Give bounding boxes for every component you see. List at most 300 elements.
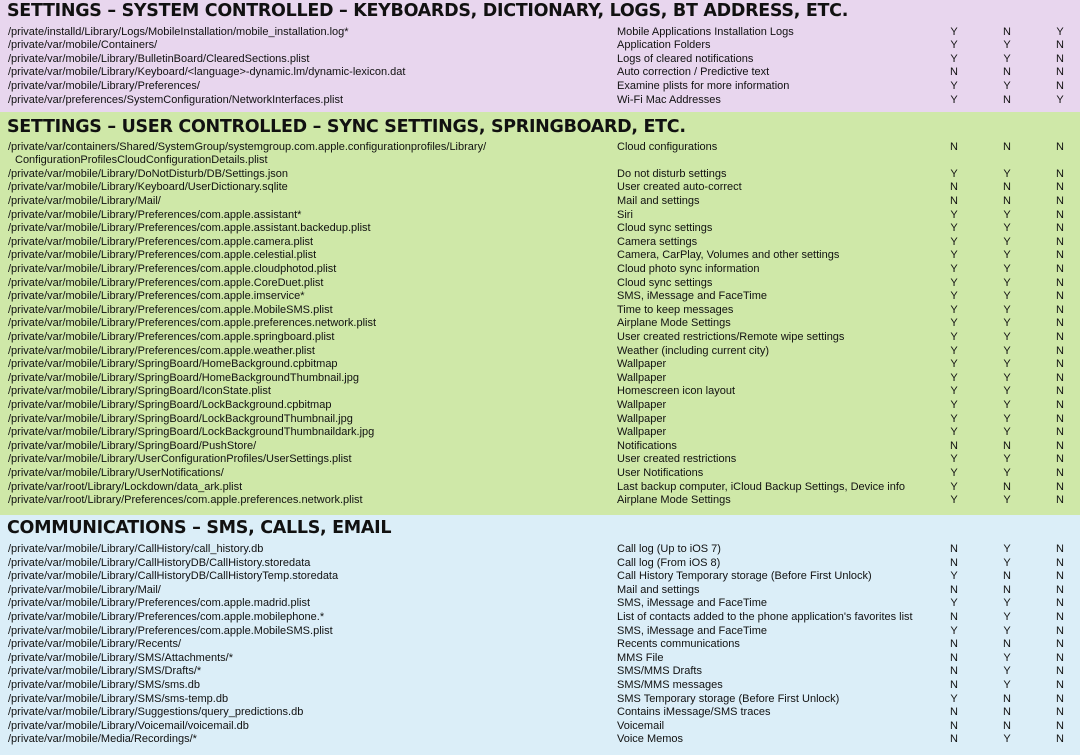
flag-col-2: Y: [1003, 208, 1011, 221]
artifact-description: SMS Temporary storage (Before First Unlock): [617, 692, 840, 705]
artifact-path-line: /private/installd/Library/Logs/MobileInstallation/mobile_installation.log*: [8, 25, 349, 38]
flag-col-2: N: [1003, 692, 1011, 705]
artifact-path-line: /private/var/mobile/Library/SpringBoard/LockBackground.cpbitmap: [8, 398, 332, 411]
flag-col-3: N: [1056, 719, 1064, 732]
artifact-path: [8, 66, 608, 80]
artifact-path: [8, 611, 608, 625]
artifact-path: [8, 80, 608, 94]
artifact-path: [8, 543, 608, 557]
artifact-description: Mail and settings: [617, 583, 700, 596]
flag-col-3: N: [1056, 194, 1064, 207]
flag-col-1: Y: [950, 25, 958, 38]
flag-col-3: N: [1056, 344, 1064, 357]
flag-col-1: Y: [950, 39, 958, 52]
artifact-path: [8, 720, 608, 734]
flag-col-2: Y: [1003, 426, 1011, 439]
flag-col-1: N: [950, 638, 958, 651]
flag-col-3: N: [1056, 39, 1064, 52]
artifact-path: [8, 693, 608, 707]
artifact-path-line: /private/var/mobile/Library/Preferences/com.apple.imservice*: [8, 290, 305, 303]
artifact-path-line: /private/var/mobile/Library/Preferences/com.apple.springboard.plist: [8, 330, 335, 343]
artifact-description: User created auto-correct: [617, 181, 742, 194]
flag-col-1: Y: [950, 480, 958, 493]
artifact-path-line: /private/var/mobile/Library/CallHistoryDB/CallHistory.storedata: [8, 556, 311, 569]
table-row: [0, 440, 1080, 454]
flag-col-2: Y: [1003, 330, 1011, 343]
flag-col-3: N: [1056, 235, 1064, 248]
flag-col-2: Y: [1003, 556, 1011, 569]
table-row: [0, 543, 1080, 557]
artifact-path: [8, 665, 608, 679]
table-row: [0, 209, 1080, 223]
flag-col-3: N: [1056, 611, 1064, 623]
flag-col-2: N: [1003, 439, 1011, 452]
artifact-path-line: /private/var/mobile/Library/Suggestions/query_predictions.db: [8, 706, 304, 719]
artifact-path: [8, 467, 608, 481]
artifact-path-line: /private/var/mobile/Library/SMS/Attachments/*: [8, 651, 233, 664]
flag-col-2: Y: [1003, 222, 1011, 235]
flag-col-3: N: [1056, 208, 1064, 221]
artifact-path: [8, 290, 608, 304]
flag-col-2: Y: [1003, 624, 1011, 637]
flag-col-2: Y: [1003, 494, 1011, 507]
artifact-path: [8, 195, 608, 209]
artifact-description: Voicemail: [617, 719, 665, 732]
artifact-path: [8, 557, 608, 571]
artifact-path-line: /private/var/mobile/Library/Preferences/com.apple.mobilephone.*: [8, 611, 325, 623]
artifact-path-line: /private/var/mobile/Library/SpringBoard/HomeBackground.cpbitmap: [8, 358, 338, 371]
artifact-description: User created restrictions: [617, 453, 737, 466]
flag-col-1: Y: [950, 303, 958, 316]
table-row: [0, 263, 1080, 277]
flag-col-1: N: [950, 611, 958, 623]
artifact-path-line: /private/var/mobile/Media/Recordings/*: [8, 733, 197, 746]
artifact-path-line: /private/var/mobile/Library/Preferences/com.apple.assistant.backedup.plist: [8, 222, 371, 235]
artifact-description: SMS, iMessage and FaceTime: [617, 597, 767, 610]
artifact-path: [8, 317, 608, 331]
flag-col-2: Y: [1003, 371, 1011, 384]
artifact-path-line: /private/var/mobile/Library/SpringBoard/IconState.plist: [8, 385, 271, 398]
artifact-description: Voice Memos: [617, 733, 684, 746]
flag-col-1: Y: [950, 412, 958, 425]
artifact-description: Wallpaper: [617, 426, 667, 439]
table-row: [0, 570, 1080, 584]
table-row: [0, 720, 1080, 734]
artifact-description: Call log (From iOS 8): [617, 556, 721, 569]
flag-col-2: N: [1003, 194, 1011, 207]
artifact-path-line: /private/var/mobile/Library/Keyboard/<language>-dynamic.lm/dynamic-lexicon.dat: [8, 66, 406, 79]
table-row: [0, 181, 1080, 195]
flag-col-1: Y: [950, 276, 958, 289]
flag-col-2: Y: [1003, 39, 1011, 52]
flag-col-3: N: [1056, 371, 1064, 384]
flag-col-2: Y: [1003, 412, 1011, 425]
section-title: SETTINGS – USER CONTROLLED – SYNC SETTINGS, SPRINGBOARD, ETC.: [7, 117, 686, 137]
artifact-path: [8, 345, 608, 359]
flag-col-3: N: [1056, 181, 1064, 194]
flag-col-2: Y: [1003, 665, 1011, 678]
artifact-description: Auto correction / Predictive text: [617, 66, 770, 79]
table-row: [0, 652, 1080, 666]
artifact-path-line: /private/var/mobile/Library/Keyboard/UserDictionary.sqlite: [8, 181, 288, 194]
artifact-description: SMS, iMessage and FaceTime: [617, 290, 767, 303]
flag-col-3: N: [1056, 249, 1064, 262]
section-3: [0, 515, 1080, 755]
artifact-path: [8, 358, 608, 372]
flag-col-3: N: [1056, 398, 1064, 411]
artifact-description: Cloud sync settings: [617, 276, 713, 289]
table-row: [0, 611, 1080, 625]
artifact-path: [8, 39, 608, 53]
artifact-path: [8, 440, 608, 454]
table-row: [0, 39, 1080, 53]
flag-col-1: Y: [950, 385, 958, 398]
flag-col-1: Y: [950, 79, 958, 92]
artifact-description: SMS/MMS Drafts: [617, 665, 702, 678]
flag-col-2: Y: [1003, 679, 1011, 691]
artifact-path-line: /private/var/mobile/Library/SpringBoard/LockBackgroundThumbnail.jpg: [8, 412, 353, 425]
artifact-description: Camera, CarPlay, Volumes and other settings: [617, 249, 840, 262]
artifact-description: Airplane Mode Settings: [617, 317, 731, 330]
section-1: [0, 0, 1080, 112]
flag-col-2: Y: [1003, 262, 1011, 275]
flag-col-3: N: [1056, 317, 1064, 330]
flag-col-1: Y: [950, 597, 958, 610]
artifact-description: Weather (including current city): [617, 344, 770, 357]
flag-col-3: N: [1056, 624, 1064, 637]
flag-col-3: N: [1056, 679, 1064, 691]
table-row: [0, 481, 1080, 495]
artifact-path-line: /private/var/root/Library/Preferences/com.apple.preferences.network.plist: [8, 494, 363, 507]
artifact-path-line: /private/var/mobile/Library/Preferences/com.apple.CoreDuet.plist: [8, 276, 324, 289]
artifact-description: Wallpaper: [617, 371, 667, 384]
flag-col-2: Y: [1003, 303, 1011, 316]
artifact-path-line: /private/var/mobile/Library/Preferences/com.apple.weather.plist: [8, 344, 315, 357]
flag-col-3: N: [1056, 651, 1064, 664]
artifact-description: Time to keep messages: [617, 303, 734, 316]
flag-col-3: N: [1056, 543, 1064, 555]
flag-col-1: N: [950, 679, 958, 691]
flag-col-2: Y: [1003, 52, 1011, 65]
flag-col-3: N: [1056, 412, 1064, 425]
artifact-path-line: /private/var/mobile/Library/SpringBoard/PushStore/: [8, 439, 257, 452]
flag-col-2: N: [1003, 25, 1011, 38]
artifact-path-line: /private/var/mobile/Library/Preferences/com.apple.MobileSMS.plist: [8, 624, 333, 637]
artifact-path: [8, 481, 608, 495]
flag-col-1: N: [950, 543, 958, 555]
artifact-path: [8, 597, 608, 611]
artifact-description: Wi-Fi Mac Addresses: [617, 93, 721, 106]
artifact-path: [8, 304, 608, 318]
artifact-description: Do not disturb settings: [617, 167, 727, 180]
artifact-path: [8, 94, 608, 108]
flag-col-1: Y: [950, 426, 958, 439]
flag-col-3: N: [1056, 453, 1064, 466]
flag-col-2: Y: [1003, 651, 1011, 664]
artifact-path-line: /private/var/mobile/Library/Preferences/com.apple.preferences.network.plist: [8, 317, 377, 330]
artifact-path-line: /private/var/mobile/Library/UserConfigurationProfiles/UserSettings.plist: [8, 453, 352, 466]
flag-col-2: Y: [1003, 276, 1011, 289]
flag-col-3: N: [1056, 439, 1064, 452]
artifact-description: Cloud configurations: [617, 140, 718, 153]
table-row: [0, 290, 1080, 304]
artifact-path-line: /private/var/mobile/Library/CallHistory/call_history.db: [8, 543, 264, 555]
artifact-path-line: /private/var/mobile/Library/DoNotDisturb/DB/Settings.json: [8, 167, 289, 180]
artifact-path-line: /private/var/mobile/Library/Preferences/com.apple.cloudphotod.plist: [8, 262, 337, 275]
flag-col-3: N: [1056, 570, 1064, 583]
table-row: [0, 236, 1080, 250]
flag-col-2: N: [1003, 583, 1011, 596]
flag-col-2: N: [1003, 66, 1011, 79]
flag-col-3: N: [1056, 426, 1064, 439]
flag-col-3: N: [1056, 692, 1064, 705]
table-row: [0, 80, 1080, 94]
flag-col-2: N: [1003, 140, 1011, 153]
artifact-path: [8, 263, 608, 277]
artifact-description: Contains iMessage/SMS traces: [617, 706, 771, 719]
table-row: [0, 372, 1080, 386]
section-2: [0, 112, 1080, 515]
flag-col-3: N: [1056, 385, 1064, 398]
flag-col-1: Y: [950, 317, 958, 330]
flag-col-2: N: [1003, 570, 1011, 583]
flag-col-3: Y: [1056, 25, 1064, 38]
artifact-description: Airplane Mode Settings: [617, 494, 731, 507]
table-row: [0, 66, 1080, 80]
artifact-path: [8, 426, 608, 440]
flag-col-3: N: [1056, 556, 1064, 569]
flag-col-2: Y: [1003, 317, 1011, 330]
flag-col-3: N: [1056, 330, 1064, 343]
artifact-path: [8, 494, 608, 508]
artifact-path-line: /private/var/mobile/Library/Mail/: [8, 583, 161, 596]
artifact-path: [8, 453, 608, 467]
table-row: [0, 141, 1080, 168]
table-row: [0, 277, 1080, 291]
flag-col-3: N: [1056, 290, 1064, 303]
artifact-path-line: /private/var/mobile/Library/Preferences/com.apple.assistant*: [8, 208, 302, 221]
flag-col-2: Y: [1003, 597, 1011, 610]
artifact-description: User created restrictions/Remote wipe settings: [617, 330, 845, 343]
table-row: [0, 665, 1080, 679]
flag-col-3: N: [1056, 66, 1064, 79]
artifact-description: Logs of cleared notifications: [617, 52, 754, 65]
artifact-path: [8, 399, 608, 413]
artifact-path: [8, 53, 608, 67]
table-row: [0, 222, 1080, 236]
artifact-path: [8, 168, 608, 182]
flag-col-2: Y: [1003, 385, 1011, 398]
table-row: [0, 304, 1080, 318]
artifact-path: [8, 181, 608, 195]
table-row: [0, 345, 1080, 359]
artifact-description: List of contacts added to the phone application's favorites list: [617, 611, 913, 623]
flag-col-2: Y: [1003, 167, 1011, 180]
flag-col-1: N: [950, 651, 958, 664]
flag-col-3: N: [1056, 583, 1064, 596]
artifact-path: [8, 222, 608, 236]
artifact-description: Wallpaper: [617, 398, 667, 411]
artifact-path: [8, 277, 608, 291]
artifact-path: [8, 679, 608, 693]
artifact-path-line: /private/var/preferences/SystemConfiguration/NetworkInterfaces.plist: [8, 93, 344, 106]
artifact-description: Wallpaper: [617, 412, 667, 425]
flag-col-1: Y: [950, 453, 958, 466]
artifact-path-line: /private/var/root/Library/Lockdown/data_ark.plist: [8, 480, 243, 493]
table-row: [0, 693, 1080, 707]
flag-col-1: N: [950, 733, 958, 746]
flag-col-1: Y: [950, 344, 958, 357]
flag-col-2: N: [1003, 181, 1011, 194]
artifact-path-line: /private/var/mobile/Library/Preferences/com.apple.camera.plist: [8, 235, 314, 248]
artifact-path-line: /private/var/mobile/Library/Preferences/com.apple.madrid.plist: [8, 597, 311, 610]
table-row: [0, 625, 1080, 639]
artifact-path: [8, 706, 608, 720]
flag-col-3: N: [1056, 222, 1064, 235]
table-row: [0, 331, 1080, 345]
flag-col-3: N: [1056, 480, 1064, 493]
section-title: COMMUNICATIONS – SMS, CALLS, EMAIL: [7, 518, 392, 538]
artifact-path-line: /private/var/mobile/Library/SpringBoard/LockBackgroundThumbnaildark.jpg: [8, 426, 375, 439]
flag-col-1: Y: [950, 52, 958, 65]
flag-col-1: Y: [950, 222, 958, 235]
artifact-path-line: /private/var/mobile/Library/Preferences/com.apple.MobileSMS.plist: [8, 303, 333, 316]
table-row: [0, 385, 1080, 399]
artifact-path: [8, 638, 608, 652]
flag-col-2: Y: [1003, 733, 1011, 746]
table-row: [0, 597, 1080, 611]
artifact-path: [8, 26, 608, 40]
artifact-path-line: /private/var/mobile/Library/SpringBoard/HomeBackgroundThumbnail.jpg: [8, 371, 359, 384]
artifact-path-line: /private/var/mobile/Library/Recents/: [8, 638, 182, 651]
artifact-path-line: /private/var/mobile/Library/CallHistoryDB/CallHistoryTemp.storedata: [8, 570, 339, 583]
artifact-path: [8, 413, 608, 427]
flag-col-3: N: [1056, 665, 1064, 678]
artifact-path: [8, 652, 608, 666]
flag-col-1: N: [950, 66, 958, 79]
flag-col-2: Y: [1003, 611, 1011, 623]
flag-col-1: Y: [950, 290, 958, 303]
artifact-path: [8, 372, 608, 386]
table-row: [0, 467, 1080, 481]
flag-col-1: Y: [950, 167, 958, 180]
artifact-description: Call log (Up to iOS 7): [617, 543, 721, 555]
artifact-path: [8, 236, 608, 250]
flag-col-1: Y: [950, 358, 958, 371]
artifact-description: Siri: [617, 208, 633, 221]
flag-col-3: N: [1056, 79, 1064, 92]
artifact-description: Wallpaper: [617, 358, 667, 371]
artifact-description: Camera settings: [617, 235, 698, 248]
flag-col-1: N: [950, 439, 958, 452]
flag-col-2: Y: [1003, 79, 1011, 92]
artifact-path: [8, 570, 608, 584]
flag-col-3: N: [1056, 494, 1064, 507]
artifact-description: Notifications: [617, 439, 677, 452]
table-row: [0, 249, 1080, 263]
artifact-description: SMS/MMS messages: [617, 679, 723, 691]
flag-col-2: Y: [1003, 290, 1011, 303]
table-row: [0, 399, 1080, 413]
flag-col-2: Y: [1003, 344, 1011, 357]
flag-col-1: N: [950, 140, 958, 153]
flag-col-3: Y: [1056, 93, 1064, 106]
flag-col-3: N: [1056, 358, 1064, 371]
artifact-path: [8, 385, 608, 399]
artifact-path: [8, 141, 608, 168]
table-row: [0, 195, 1080, 209]
table-row: [0, 413, 1080, 427]
artifact-path-line: /private/var/mobile/Containers/: [8, 39, 158, 52]
artifact-path: [8, 625, 608, 639]
flag-col-1: N: [950, 706, 958, 719]
flag-col-2: Y: [1003, 398, 1011, 411]
artifact-path: [8, 209, 608, 223]
flag-col-1: N: [950, 556, 958, 569]
table-row: [0, 584, 1080, 598]
flag-col-3: N: [1056, 303, 1064, 316]
artifact-description: Last backup computer, iCloud Backup Settings, Device info: [617, 480, 905, 493]
table-row: [0, 26, 1080, 40]
flag-col-2: Y: [1003, 358, 1011, 371]
table-row: [0, 317, 1080, 331]
flag-col-1: N: [950, 665, 958, 678]
artifact-path-line: /private/var/mobile/Library/BulletinBoard/ClearedSections.plist: [8, 52, 310, 65]
artifact-description: MMS File: [617, 651, 664, 664]
artifact-description: Homescreen icon layout: [617, 385, 736, 398]
artifact-description: Examine plists for more information: [617, 79, 790, 92]
flag-col-2: Y: [1003, 235, 1011, 248]
flag-col-1: Y: [950, 249, 958, 262]
artifact-description: Application Folders: [617, 39, 711, 52]
flag-col-2: N: [1003, 480, 1011, 493]
flag-col-1: Y: [950, 570, 958, 583]
artifact-path-line: /private/var/mobile/Library/Mail/: [8, 194, 161, 207]
artifact-description: SMS, iMessage and FaceTime: [617, 624, 767, 637]
flag-col-1: Y: [950, 93, 958, 106]
table-row: [0, 638, 1080, 652]
flag-col-1: Y: [950, 208, 958, 221]
flag-col-1: Y: [950, 398, 958, 411]
flag-col-2: Y: [1003, 453, 1011, 466]
flag-col-2: Y: [1003, 543, 1011, 555]
table-row: [0, 557, 1080, 571]
artifact-description: Cloud photo sync information: [617, 262, 760, 275]
flag-col-1: Y: [950, 624, 958, 637]
artifact-path: [8, 733, 608, 747]
table-row: [0, 453, 1080, 467]
flag-col-3: N: [1056, 466, 1064, 479]
flag-col-3: N: [1056, 262, 1064, 275]
flag-col-1: Y: [950, 371, 958, 384]
flag-col-1: Y: [950, 692, 958, 705]
flag-col-1: Y: [950, 262, 958, 275]
artifact-path: [8, 249, 608, 263]
artifact-path-continuation: ConfigurationProfilesCloudConfigurationDetails.plist: [15, 154, 268, 167]
flag-col-3: N: [1056, 733, 1064, 746]
flag-col-1: N: [950, 181, 958, 194]
artifact-path-line: /private/var/mobile/Library/SMS/sms.db: [8, 679, 200, 691]
flag-col-3: N: [1056, 276, 1064, 289]
flag-col-3: N: [1056, 140, 1064, 153]
table-row: [0, 53, 1080, 67]
flag-col-1: N: [950, 194, 958, 207]
flag-col-2: N: [1003, 93, 1011, 106]
artifact-description: Call History Temporary storage (Before First Unlock): [617, 570, 872, 583]
artifact-description: Mail and settings: [617, 194, 700, 207]
table-row: [0, 358, 1080, 372]
artifact-path-line: /private/var/mobile/Library/Preferences/: [8, 79, 200, 92]
